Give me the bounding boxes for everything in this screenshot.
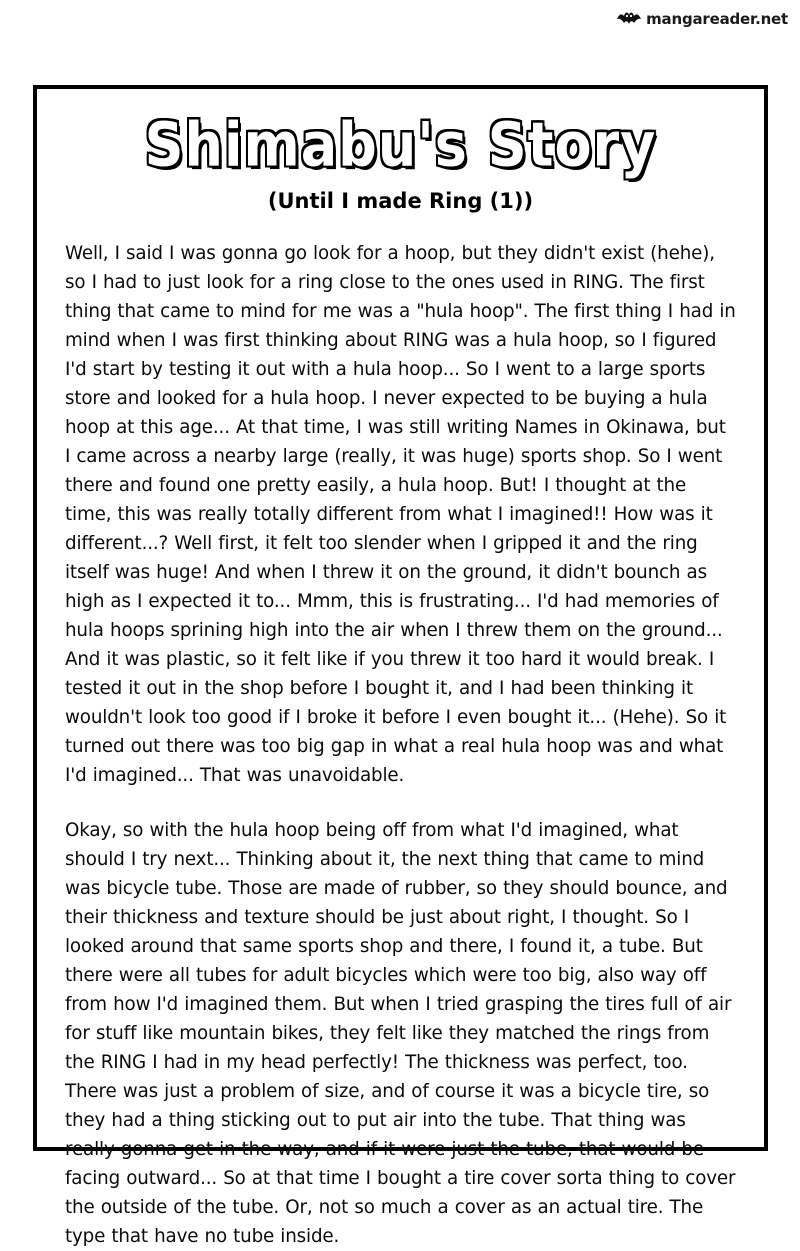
page-content [37,89,764,1247]
bat-logo-icon [616,10,642,28]
comic-page-panel [33,85,768,1247]
title-block [65,109,736,213]
story-paragraph: Okay, so with the hula hoop being off from what I'd imagined, what should I try next... Thinking about it, the next thing that came to mind was bicycle tube. Those are made of rubber, so they should bounce, and their thickness and texture should be just about right, I thought. So I looked around that same sports shop and there, I found it, a tube. But there were all tubes for adult bicycles which were too big, also way off from how I'd imagined them. But when I tried grasping the tires full of air for stuff like mountain bikes, they felt like they matched the rings from the RING I had in my head perfectly! The thickness was perfect, too. There was just a problem of size, and of course it was a bicycle tire, so they had a thing sticking out to put air into the tube. That thing was really gonna get in the way, and if it were just the tube, that would be facing outward... So at that time I bought a tire cover sorta thing to cover the outside of the tube. Or, not so much a cover as an actual tire. The type that have no tube inside. [65,820,736,1247]
watermark-text: mangareader.net [646,10,788,28]
story-paragraph: Well, I said I was gonna go look for a hoop, but they didn't exist (hehe), so I had to just look for a ring close to the ones used in RING. The first thing that came to mind for me was a "hula hoop". The first thing I had in mind when I was first thinking about RING was a hula hoop, so I figured I'd start by testing it out with a hula hoop... So I went to a large sports store and looked for a hula hoop. I never expected to be buying a hula hoop at this age... At that time, I was still writing Names in Okinawa, but I came across a nearby large (really, it was huge) sports shop. So I went there and found one pretty easily, a hula hoop. But! I thought at the time, this was really totally different from what I imagined!! How was it different...? Well first, it felt too slender when I gripped it and the ring itself was huge! And when I threw it on the ground, it didn't bounch as high as I expected it to... Mmm, this is frustrating... I'd had memories of hula hoops sprining high into the air when I threw them on the ground... And it was plastic, so it felt like if you threw it too hard it would break. I tested it out in the shop before I bought it, and I had been thinking it wouldn't look too good if I broke it before I even bought it... (Hehe). So it turned out there was too big gap in what a real hula hoop was and what I'd imagined... That was unavoidable. [65,243,736,786]
story-body [65,239,736,1251]
watermark [616,10,788,28]
page-title: Shimabu's Story [144,109,657,180]
page-subtitle: (Until I made Ring (1)) [267,189,534,213]
